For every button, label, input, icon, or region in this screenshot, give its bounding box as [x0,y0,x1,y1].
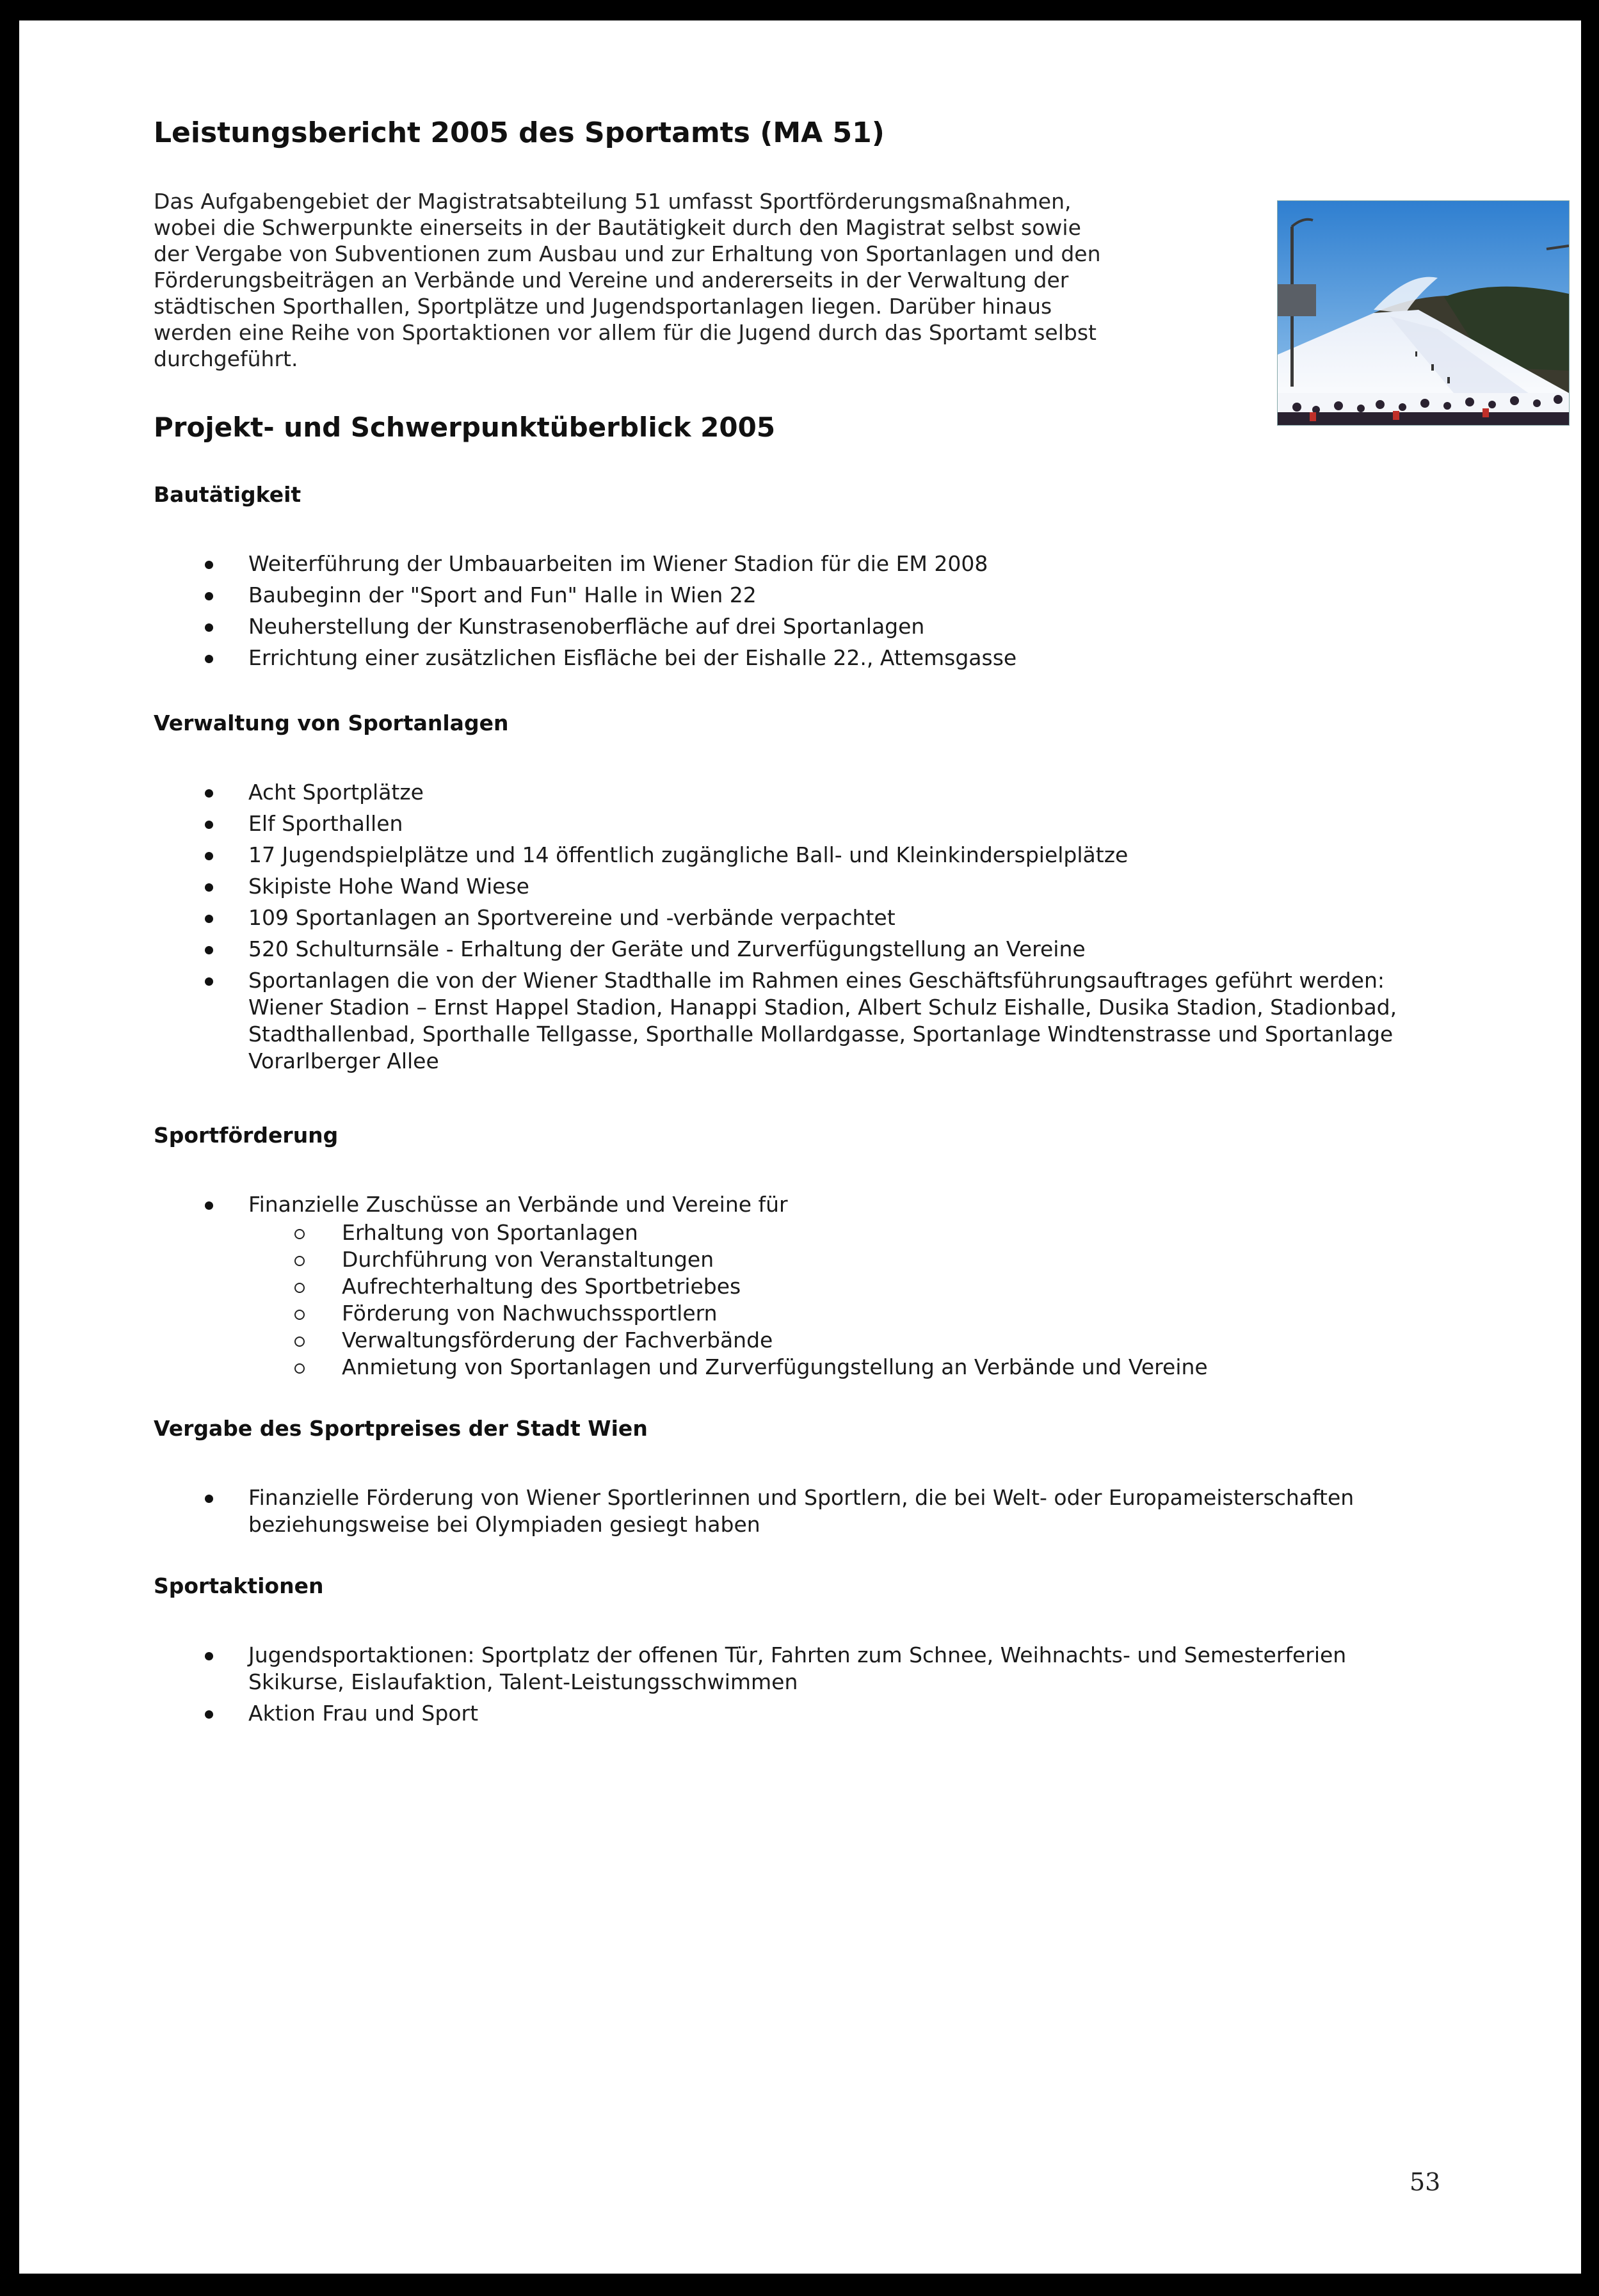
list-item: Neuherstellung der Kunstrasenoberfläche auf drei Sportanlagen [154,613,1440,640]
list-item: Jugendsportaktionen: Sportplatz der offenen Tür, Fahrten zum Schnee, Weihnachts- und Semesterferien Skikurse, Eislaufaktion, Talent-Leistungsschwimmen [154,1642,1440,1696]
document-title: Leistungsbericht 2005 des Sportamts (MA 51) [154,116,885,149]
intro-paragraph: Das Aufgabengebiet der Magistratsabteilung 51 umfasst Sportförderungsmaßnahmen, wobei die Schwerpunkte einerseits in der Bautätigkeit durch den Magistrat selbst sowie der Vergabe von Subventionen zum Ausbau und zur Erhaltung von Sportanlagen und den Förderungsbeiträgen an Verbände und Vereine und andererseits in der Verwaltung der städtischen Sporthallen, Sportplätze und Jugendsportanlagen liegen. Darüber hinaus werden eine Reihe von Sportaktionen vor allem für die Jugend durch das Sportamt selbst durchgeführt. [154,189,1101,371]
page-number: 53 [1410,2168,1441,2196]
ski-slope-photo [1277,200,1570,426]
list-item: 109 Sportanlagen an Sportvereine und -verbände verpachtet [154,904,1440,931]
section-heading: Sportaktionen [154,1573,324,1598]
sub-list-item: Durchführung von Veranstaltungen [248,1246,1440,1273]
list-item: Weiterführung der Umbauarbeiten im Wiener Stadion für die EM 2008 [154,550,1440,577]
list-item-text: Finanzielle Zuschüsse an Verbände und Vereine für [248,1192,788,1217]
section-verwaltung [154,710,1440,1079]
list-item: Skipiste Hohe Wand Wiese [154,873,1440,900]
section-sportpreis [154,1416,1440,1543]
list-item: Elf Sporthallen [154,810,1440,837]
section-heading: Verwaltung von Sportanlagen [154,710,509,735]
section-heading: Vergabe des Sportpreises der Stadt Wien [154,1416,648,1441]
sub-list-item: Förderung von Nachwuchssportlern [248,1300,1440,1327]
list-item [154,1191,1440,1381]
section-heading: Bautätigkeit [154,482,301,507]
section-sportaktionen [154,1573,1440,1731]
list-item: Sportanlagen die von der Wiener Stadthalle im Rahmen eines Geschäftsführungsauftrages geführt werden: Wiener Stadion – Ernst Happel Stadion, Hanappi Stadion, Albert Schulz Eishalle, Dusika Stadion, Stadionbad, Stadthallenbad, Sporthalle Tellgasse, Sporthalle Mollardgasse, Sportanlage Windtenstrasse und Sportanlage Vorarlberger Allee [154,967,1440,1075]
sub-list-item: Erhaltung von Sportanlagen [248,1219,1440,1246]
section-heading: Sportförderung [154,1123,339,1148]
list-item: 17 Jugendspielplätze und 14 öffentlich zugängliche Ball- und Kleinkinderspielplätze [154,842,1440,869]
list-item: Errichtung einer zusätzlichen Eisfläche bei der Eishalle 22., Attemsgasse [154,645,1440,671]
list-item: Acht Sportplätze [154,779,1440,806]
section-bautaetigkeit [154,482,1440,676]
sub-list-item: Verwaltungsförderung der Fachverbände [248,1327,1440,1354]
document-page [19,20,1581,2274]
list-item: Baubeginn der "Sport and Fun" Halle in Wien 22 [154,582,1440,609]
list-item: 520 Schulturnsäle - Erhaltung der Geräte und Zurverfügungstellung an Vereine [154,936,1440,963]
overview-heading: Projekt- und Schwerpunktüberblick 2005 [154,412,776,443]
sub-list-item: Anmietung von Sportanlagen und Zurverfügungstellung an Verbände und Vereine [248,1354,1440,1381]
sub-list-item: Aufrechterhaltung des Sportbetriebes [248,1273,1440,1300]
section-sportfoerderung [154,1123,1440,1385]
list-item: Aktion Frau und Sport [154,1700,1440,1727]
list-item: Finanzielle Förderung von Wiener Sportlerinnen und Sportlern, die bei Welt- oder Europameisterschaften beziehungsweise bei Olympiaden gesiegt haben [154,1484,1440,1538]
